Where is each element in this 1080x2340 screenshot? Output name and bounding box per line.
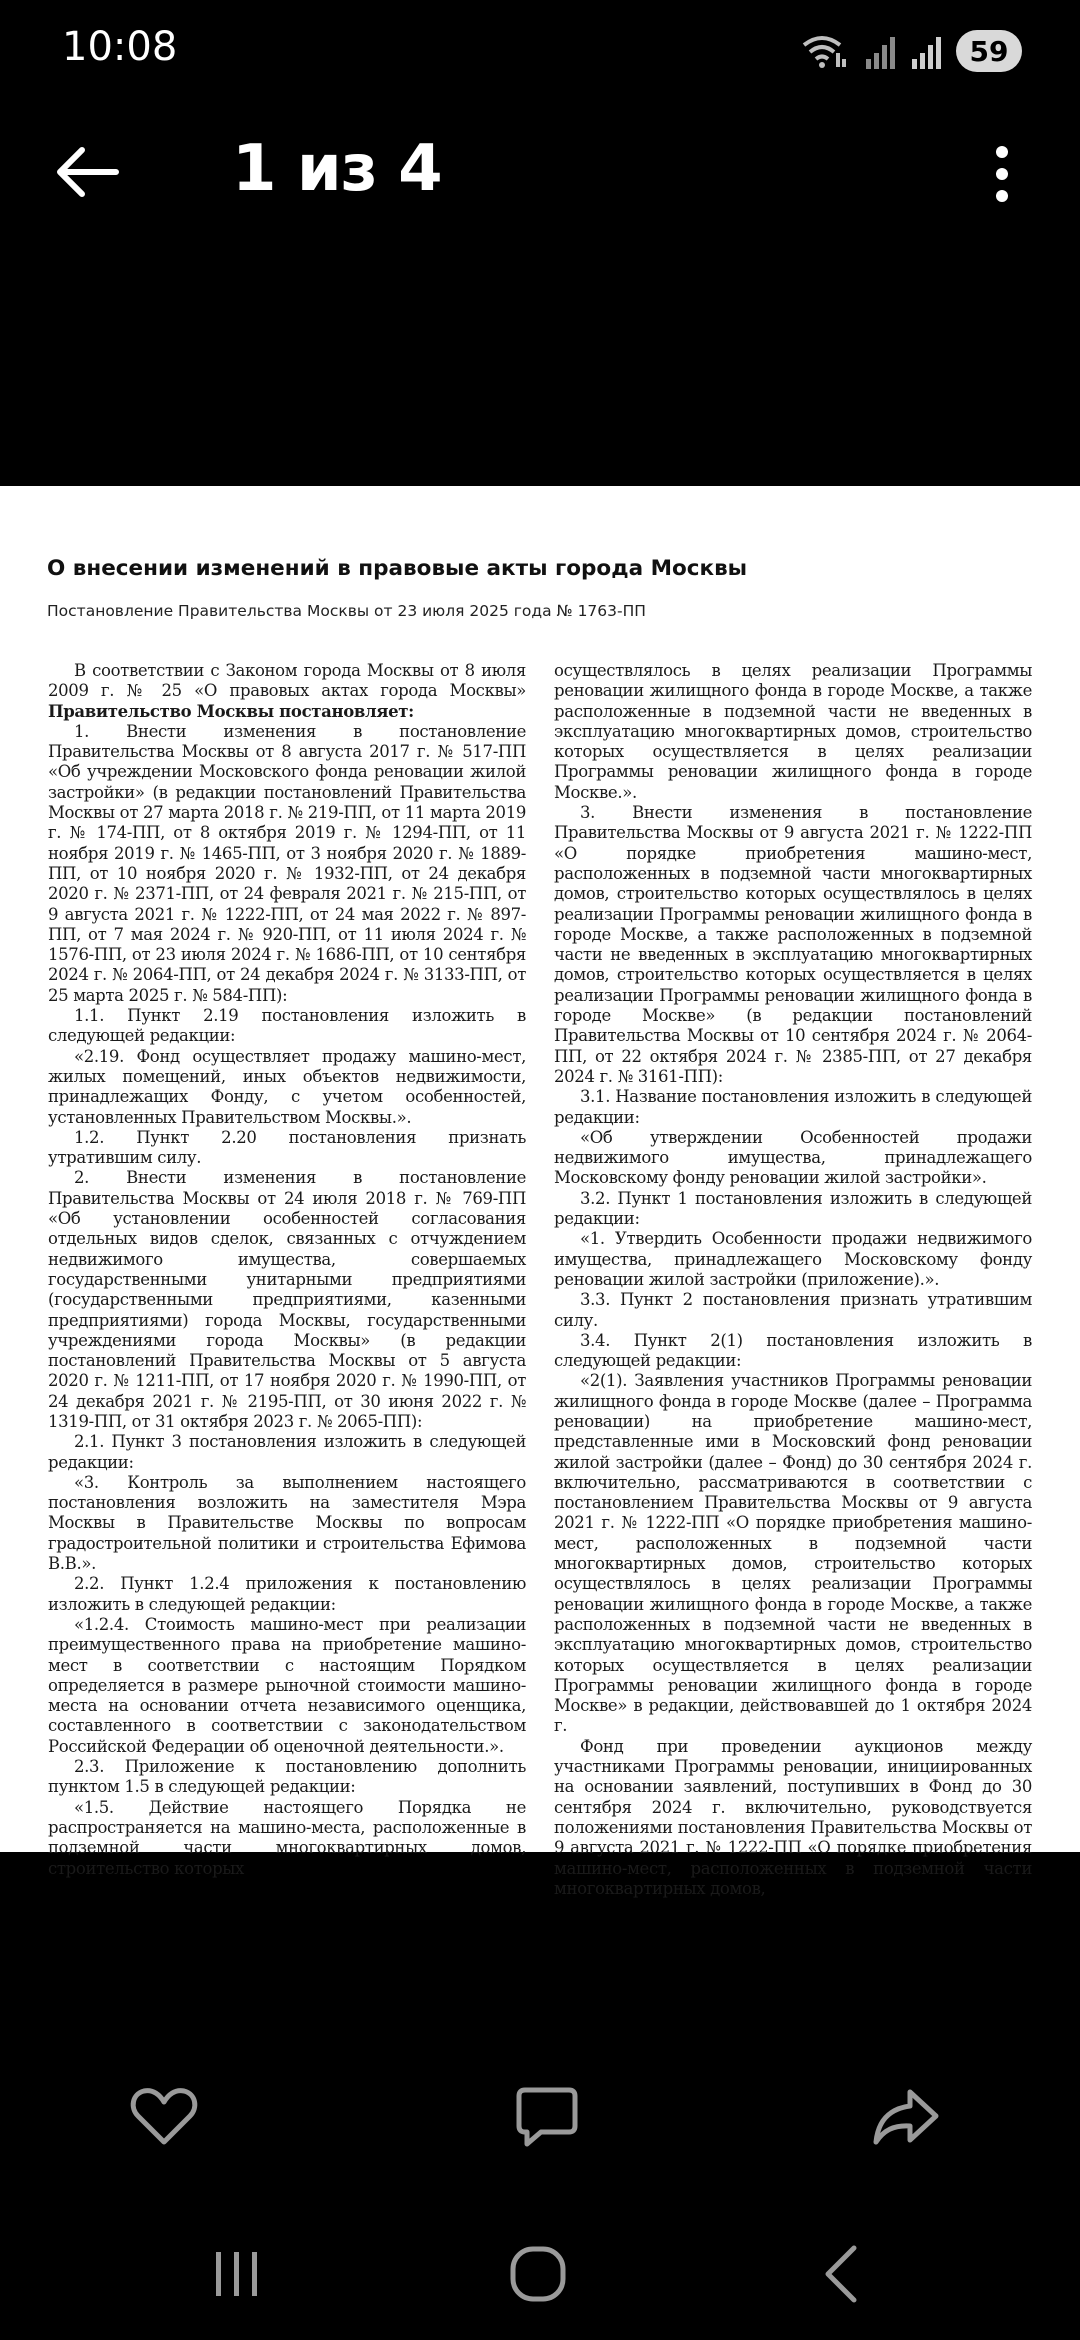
paragraph: «1.5. Действие настоящего Порядка не распространяется на машино-места, расположенные в подземной части многоквартирных домов, строительство которых	[48, 1797, 526, 1878]
paragraph: 3.3. Пункт 2 постановления признать утратившим силу.	[554, 1290, 1032, 1330]
share-icon	[870, 2080, 942, 2152]
paragraph: 2.1. Пункт 3 постановления изложить в следующей редакции:	[48, 1432, 526, 1472]
status-time: 10:08	[62, 24, 178, 70]
status-icons	[800, 28, 1022, 74]
action-bar	[0, 2060, 1080, 2170]
paragraph: «2.19. Фонд осуществляет продажу машино-мест, жилых помещений, иных объектов недвижимости, принадлежащих Фонду, с учетом особенностей, установленных Правительством Москвы.».	[48, 1046, 526, 1127]
signal-weak-icon	[864, 31, 896, 71]
comment-icon	[511, 2080, 583, 2152]
paragraph: 3.2. Пункт 1 постановления изложить в следующей редакции:	[554, 1188, 1032, 1229]
nav-back-icon	[808, 2238, 880, 2310]
paragraph: В соответствии с Законом города Москвы от 8 июля 2009 г. № 25 «О правовых актах города Москвы» Правительство Москвы постановляет:	[48, 661, 526, 721]
system-navigation-bar	[0, 2220, 1080, 2320]
more-vertical-icon	[978, 140, 1026, 212]
paragraph: 3. Внести изменения в постановление Правительства Москвы от 9 августа 2021 г. № 1222-ПП «О порядке приобретения машино-мест, расположенных в подземной части многоквартирных домов, строительство которых осуществлялось в целях реализации Программы реновации жилищного фонда в городе Москве, а также расположенных в подземной части не введенных в эксплуатацию многоквартирных домов, строительство которых осуществляется в целях реализации Программы реновации жилищного фонда в городе Москве» (в редакции постановлений Правительства Москвы от 10 сентября 2024 г. № 2064-ПП, от 22 октября 2024 г. № 2385-ПП, от 27 декабря 2024 г. № 3161-ПП):	[554, 803, 1032, 1086]
paragraph: 3.1. Название постановления изложить в следующей редакции:	[554, 1087, 1032, 1127]
status-bar	[0, 0, 1080, 100]
paragraph: 3.4. Пункт 2(1) постановления изложить в следующей редакции:	[554, 1330, 1032, 1371]
share-button[interactable]	[870, 2080, 942, 2152]
document-subtitle: Постановление Правительства Москвы от 23 июля 2025 года № 1763-ПП	[47, 602, 646, 620]
home-icon	[502, 2238, 574, 2310]
paragraph: Фонд при проведении аукционов между участниками Программы реновации, инициированных на основании заявлений, поступивших в Фонд до 30 сентября 2024 г. включительно, руководствуется положениями постановления Правительства Москвы от 9 августа 2021 г. № 1222-ПП «О порядке приобретения машино-мест, расположенных в подземной части многоквартирных домов,	[554, 1736, 1032, 1898]
wifi-calling-icon	[800, 31, 850, 71]
battery-indicator: 59	[956, 30, 1022, 72]
paragraph: 1.2. Пункт 2.20 постановления признать утратившим силу.	[48, 1127, 526, 1168]
paragraph: «Об утверждении Особенностей продажи недвижимого имущества, принадлежащего Московскому фонду реновации жилой застройки».	[554, 1127, 1032, 1188]
arrow-left-icon	[52, 136, 124, 208]
document-left-column	[48, 661, 526, 1879]
paragraph: осуществлялось в целях реализации Программы реновации жилищного фонда в городе Москве, а также расположенные в подземной части не введенных в эксплуатацию многоквартирных домов, строительство которых осуществляется в целях реализации Программы реновации жилищного фонда в городе Москве.».	[554, 661, 1032, 802]
paragraph: 2. Внести изменения в постановление Правительства Москвы от 24 июля 2018 г. № 769-ПП «Об установлении особенностей согласования отдельных видов сделок, связанных с отчуждением недвижимого имущества, совершаемых государственными унитарными предприятиями (государственными предприятиями, казенными предприятиями) города Москвы, государственными учреждениями города Москвы» (в редакции постановлений Правительства Москвы от 5 августа 2020 г. № 1211-ПП, от 17 ноября 2020 г. № 1990-ПП, от 24 декабря 2021 г. № 2195-ПП, от 30 июня 2022 г. № 1319-ПП, от 31 октября 2023 г. № 2065-ПП):	[48, 1168, 526, 1431]
recent-apps-button[interactable]	[200, 2238, 272, 2310]
document-title: О внесении изменений в правовые акты города Москвы	[47, 556, 748, 581]
like-button[interactable]	[128, 2080, 200, 2152]
signal-icon	[910, 31, 942, 71]
paragraph: 2.3. Приложение к постановлению дополнить пунктом 1.5 в следующей редакции:	[48, 1757, 526, 1797]
home-button[interactable]	[502, 2238, 574, 2310]
viewer-app-bar	[0, 110, 1080, 230]
document-page[interactable]	[0, 486, 1080, 1898]
paragraph: «1. Утвердить Особенности продажи недвижимого имущества, принадлежащего Московскому фонду реновации жилой застройки (приложение).».	[554, 1229, 1032, 1289]
system-back-button[interactable]	[808, 2238, 880, 2310]
recent-apps-icon	[200, 2238, 272, 2310]
document-right-column	[554, 661, 1032, 1899]
paragraph: «1.2.4. Стоимость машино-мест при реализации преимущественного права на приобретение машино-мест в соответствии с настоящим Порядком определяется в размере рыночной стоимости машино-места на основании отчета независимого оценщика, составленного в соответствии с законодательством Российской Федерации об оценочной деятельности.».	[48, 1614, 526, 1756]
comment-button[interactable]	[511, 2080, 583, 2152]
back-button[interactable]	[52, 136, 124, 208]
more-options-button[interactable]	[978, 140, 1026, 212]
paragraph: «2(1). Заявления участников Программы реновации жилищного фонда в городе Москве (далее – Программа реновации) на приобретение машино-мест, представленные ими в Московский фонд реновации жилой застройки (далее – Фонд) до 30 сентября 2024 г. включительно, рассматриваются в соответствии с постановлением Правительства Москвы от 9 августа 2021 г. № 1222-ПП «О порядке приобретения машино-мест, расположенных в подземной части многоквартирных домов, строительство которых осуществлялось в целях реализации Программы реновации жилищного фонда в городе Москве, а также расположенных в подземной части не введенных в эксплуатацию многоквартирных домов, строительство которых осуществляется в целях реализации Программы реновации жилищного фонда в городе Москве» в редакции, действовавшей до 1 октября 2024 г.	[554, 1371, 1032, 1736]
paragraph: «3. Контроль за выполнением настоящего постановления возложить на заместителя Мэра Москвы в Правительстве Москвы по вопросам градостроительной политики и строительства Ефимова В.В.».	[48, 1472, 526, 1574]
paragraph: 1.1. Пункт 2.19 постановления изложить в следующей редакции:	[48, 1006, 526, 1046]
paragraph: 2.2. Пункт 1.2.4 приложения к постановлению изложить в следующей редакции:	[48, 1574, 526, 1614]
heart-icon	[128, 2080, 200, 2152]
paragraph: 1. Внести изменения в постановление Правительства Москвы от 8 августа 2017 г. № 517-ПП «Об учреждении Московского фонда реновации жилой застройки» (в редакции постановлений Правительства Москвы от 27 марта 2018 г. № 219-ПП, от 11 марта 2019 г. № 174-ПП, от 8 октября 2019 г. № 1294-ПП, от 11 ноября 2019 г. № 1465-ПП, от 3 ноября 2020 г. № 1889-ПП, от 10 ноября 2020 г. № 1932-ПП, от 24 декабря 2020 г. № 2371-ПП, от 24 февраля 2021 г. № 215-ПП, от 9 августа 2021 г. № 1222-ПП, от 24 мая 2022 г. № 897-ПП, от 7 мая 2024 г. № 920-ПП, от 11 июля 2024 г. № 1576-ПП, от 23 июля 2024 г. № 1686-ПП, от 10 сентября 2024 г. № 2064-ПП, от 24 декабря 2024 г. № 3133-ПП, от 25 марта 2025 г. № 584-ПП):	[48, 721, 526, 1005]
page-counter: 1 из 4	[232, 132, 442, 206]
